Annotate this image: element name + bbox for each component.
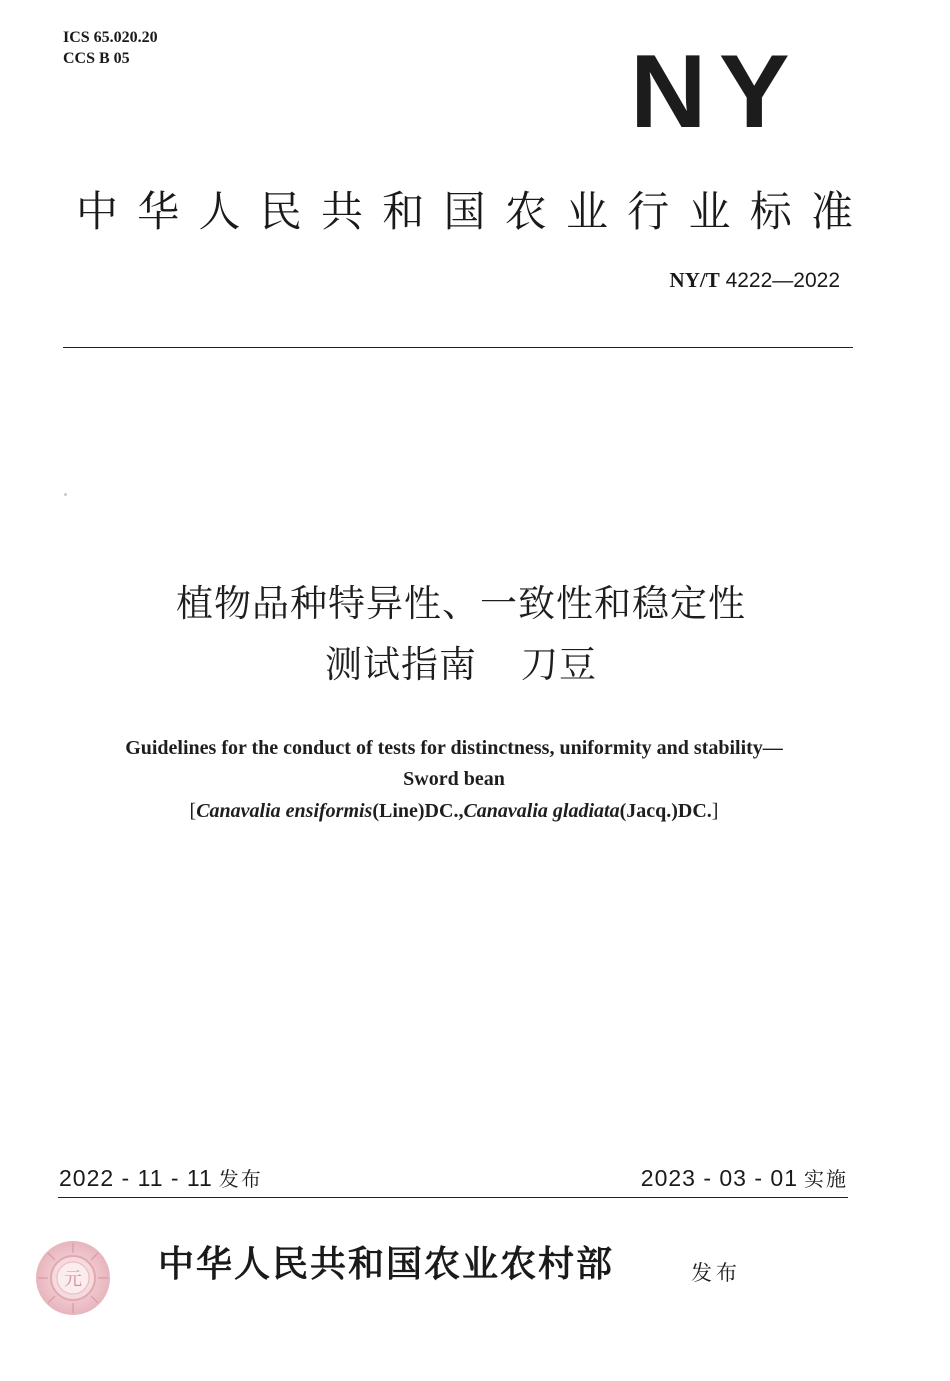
standard-number-prefix: NY/T xyxy=(669,268,720,292)
ministry-emblem-icon xyxy=(34,1239,112,1317)
standard-number-value: 4222—2022 xyxy=(725,269,840,292)
issue-date-value: 2022 - 11 - 11 xyxy=(59,1165,213,1191)
publisher-suffix: 发布 xyxy=(691,1261,741,1285)
ny-standard-logo: NY xyxy=(630,34,802,150)
standard-number xyxy=(670,266,840,295)
implementation-date-value: 2023 - 03 - 01 xyxy=(640,1165,798,1191)
chinese-title-part-a: 测试指南 xyxy=(325,643,477,686)
svg-text:元: 元 xyxy=(64,1269,82,1290)
scan-speck xyxy=(64,493,67,496)
footer-divider xyxy=(58,1197,848,1198)
ics-code: ICS 65.020.20 xyxy=(63,29,158,46)
ccs-code: CCS B 05 xyxy=(63,50,130,67)
chinese-title-line-1: 植物品种特异性、一致性和稳定性 xyxy=(176,582,746,625)
implementation-date-label: 实施 xyxy=(804,1167,848,1191)
bracket-open: [ xyxy=(189,800,197,822)
english-title-line-1: Guidelines for the conduct of tests for distinctness, uniformity and stability— xyxy=(125,737,783,759)
standard-type-title: 中华人民共和国农业行业标准 xyxy=(76,187,856,236)
english-title-line-2: Sword bean xyxy=(403,768,505,790)
chinese-title-line-2 xyxy=(0,641,922,689)
header-divider xyxy=(63,347,853,348)
chinese-title-part-b: 刀豆 xyxy=(521,643,597,686)
species-name-2: Canavalia gladiata xyxy=(463,800,620,822)
bracket-close: ] xyxy=(711,800,719,822)
issue-date xyxy=(59,1162,263,1195)
species-authority-2: (Jacq.)DC. xyxy=(619,800,712,822)
species-authority-1: (Line)DC., xyxy=(372,800,464,822)
issue-date-label: 发布 xyxy=(218,1167,263,1191)
implementation-date xyxy=(641,1162,848,1195)
english-title-line-3 xyxy=(0,796,908,826)
species-name-1: Canavalia ensiformis xyxy=(196,800,373,822)
publisher-name: 中华人民共和国农业农村部 xyxy=(158,1243,615,1285)
